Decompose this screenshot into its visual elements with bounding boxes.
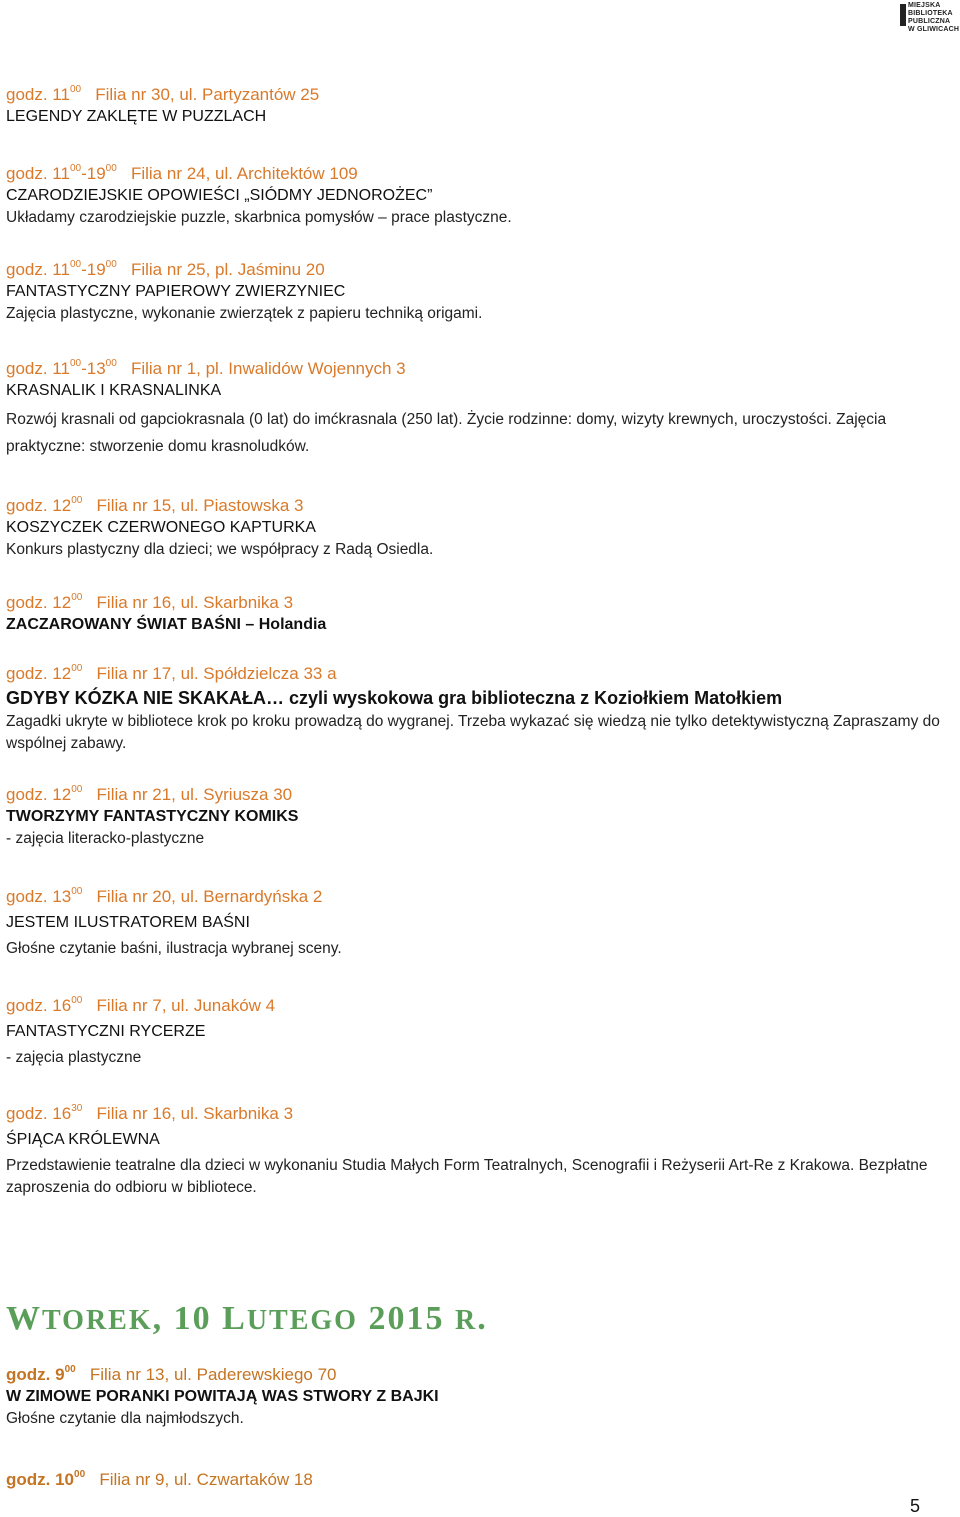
event-description: - zajęcia plastyczne [6,1049,142,1066]
event-title: CZARODZIEJSKIE OPOWIEŚCI „SIÓDMY JEDNOROŻEC” [6,187,433,204]
event-title: FANTASTYCZNI RYCERZE [6,1023,206,1040]
library-logo [900,2,958,36]
page-number: 5 [909,1496,920,1516]
event-item [6,495,940,561]
event-item [6,1364,940,1430]
event-title: W ZIMOWE PORANKI POWITAJĄ WAS STWORY Z BAJKI [6,1388,439,1405]
event-time-place: godz. $12^{00}$ Filia nr 16, ul. Skarbnika 3 [6,592,294,612]
event-item [6,592,940,636]
logo-line-3: PUBLICZNA [908,18,951,25]
logo-mark-icon [900,4,906,26]
event-item [6,1103,940,1199]
event-title: TWORZYMY FANTASTYCZNY KOMIKS [6,808,299,825]
logo-line-1: MIEJSKA [908,2,941,9]
event-description: Zajęcia plastyczne, wykonanie zwierzątek z papieru techniką origami. [6,305,483,322]
event-description: Układamy czarodziejskie puzzle, skarbnica pomysłów – prace plastyczne. [6,209,512,226]
event-time-place: godz. $10^{00}$ Filia nr 9, ul. Czwartaków 18 [6,1469,313,1489]
event-time-place: godz. $12^{00}$ Filia nr 17, ul. Spółdzielcza 33 a [6,663,337,683]
event-time-place: godz. $16^{00}$ Filia nr 7, ul. Junaków 4 [6,995,276,1015]
event-title: KRASNALIK I KRASNALINKA [6,382,222,399]
event-description: Głośne czytanie baśni, ilustracja wybranej sceny. [6,940,342,957]
event-item [6,663,940,755]
event-time-place: godz. $13^{00}$ Filia nr 20, ul. Bernardyńska 2 [6,886,323,906]
event-item [6,1469,940,1491]
logo-text [908,2,959,34]
event-description: Przedstawienie teatralne dla dzieci w wykonaniu Studia Małych Form Teatralnych, Scenografii i Reżyserii Art-Re z Krakowa. Bezpłatne zaproszenia do odbioru w bibliotece. [6,1157,928,1196]
event-title: KOSZYCZEK CZERWONEGO KAPTURKA [6,519,316,536]
event-item [6,358,940,460]
logo-line-4: W GLIWICACH [908,26,960,33]
event-item [6,886,940,960]
event-time-place: godz. $11^{00}$ Filia nr 30, ul. Partyzantów 25 [6,84,320,104]
logo-line-2: BIBLIOTEKA [908,10,953,17]
event-description: Zagadki ukryte w bibliotece krok po kroku prowadzą do wygranej. Trzeba wykazać się wiedzą nie tylko detektywistyczną Zapraszamy do wspólnej zabawy. [6,713,940,752]
event-time-place: godz. $9^{00}$ Filia nr 13, ul. Paderewskiego 70 [6,1364,337,1384]
event-time-place: godz. $16^{30}$ Filia nr 16, ul. Skarbnika 3 [6,1103,294,1123]
event-description: Rozwój krasnali od gapciokrasnala (0 lat) do imćkrasnala (250 lat). Życie rodzinne: domy, wizyty krewnych, uroczystości. Zajęcia praktyczne: stworzenie domu krasnoludków. [6,411,887,455]
event-item [6,163,940,229]
event-description: Konkurs plastyczny dla dzieci; we współpracy z Radą Osiedla. [6,541,434,558]
event-time-place: godz. $11^{00}-19^{00}$ Filia nr 24, ul. Architektów 109 [6,163,358,183]
event-time-place: godz. $11^{00}-13^{00}$ Filia nr 1, pl. Inwalidów Wojennych 3 [6,358,406,378]
event-description: - zajęcia literacko-plastyczne [6,830,205,847]
event-time-place: godz. $12^{00}$ Filia nr 21, ul. Syriusza 30 [6,784,293,804]
event-description: Głośne czytanie dla najmłodszych. [6,1410,244,1427]
event-title: ZACZAROWANY ŚWIAT BAŚNI – Holandia [6,616,327,633]
event-time-place: godz. $11^{00}-19^{00}$ Filia nr 25, pl. Jaśminu 20 [6,259,325,279]
event-item [6,784,940,850]
event-item [6,84,940,128]
event-title: GDYBY KÓZKA NIE SKAKAŁA… czyli wyskokowa gra biblioteczna z Koziołkiem Matołkiem [6,688,783,708]
event-title: JESTEM ILUSTRATOREM BAŚNI [6,914,250,931]
event-item [6,259,940,325]
event-title: LEGENDY ZAKLĘTE W PUZZLACH [6,108,267,125]
event-title: ŚPIĄCA KRÓLEWNA [6,1131,160,1148]
event-title: FANTASTYCZNY PAPIEROWY ZWIERZYNIEC [6,283,346,300]
event-time-place: godz. $12^{00}$ Filia nr 15, ul. Piastowska 3 [6,495,304,515]
day-heading: WTOREK, 10 LUTEGO 2015 R. [6,1300,488,1337]
event-item [6,995,940,1069]
